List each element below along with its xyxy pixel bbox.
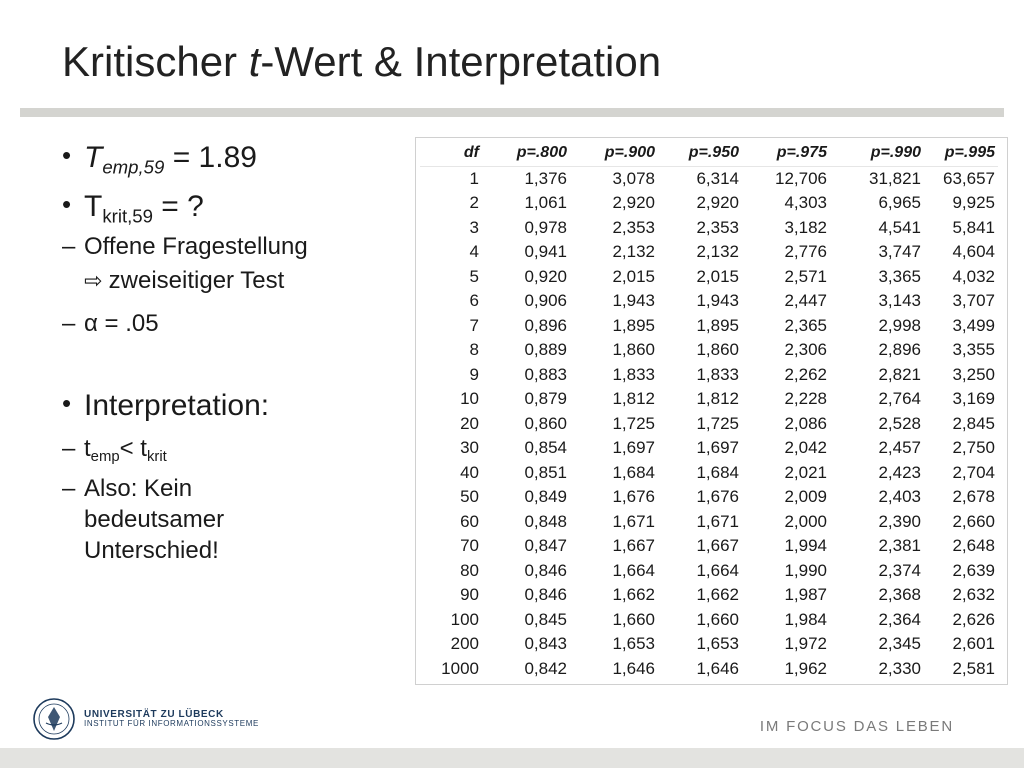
critical-value-cell: 1,646 xyxy=(658,657,742,682)
table-row xyxy=(420,461,998,486)
critical-value-cell: 2,330 xyxy=(830,657,924,682)
df-cell: 100 xyxy=(420,608,482,633)
critical-value-cell: 0,847 xyxy=(482,534,570,559)
df-cell: 200 xyxy=(420,632,482,657)
critical-value-cell: 1,653 xyxy=(570,632,658,657)
dash-marker: – xyxy=(62,474,76,502)
critical-value-cell: 2,821 xyxy=(830,363,924,388)
sub4-line2: bedeutsamer xyxy=(84,505,225,533)
table-row xyxy=(420,608,998,633)
table-row xyxy=(420,216,998,241)
table-row xyxy=(420,289,998,314)
critical-value-cell: 1,697 xyxy=(570,436,658,461)
critical-value-cell: 3,169 xyxy=(924,387,998,412)
critical-value-cell: 2,704 xyxy=(924,461,998,486)
tkrit-lower-sub: krit xyxy=(146,449,167,466)
bullet-dot: • xyxy=(62,140,72,170)
critical-value-cell: 1,662 xyxy=(658,583,742,608)
critical-value-cell: 2,228 xyxy=(742,387,830,412)
critical-value-cell: 31,821 xyxy=(830,166,924,191)
critical-value-cell: 2,920 xyxy=(570,191,658,216)
critical-value-cell: 6,965 xyxy=(830,191,924,216)
critical-value-cell: 2,042 xyxy=(742,436,830,461)
df-cell: 7 xyxy=(420,314,482,339)
critical-value-cell: 2,345 xyxy=(830,632,924,657)
critical-value-cell: 2,648 xyxy=(924,534,998,559)
critical-value-cell: 1,676 xyxy=(658,485,742,510)
critical-value-cell: 1,943 xyxy=(570,289,658,314)
critical-value-cell: 3,747 xyxy=(830,240,924,265)
critical-value-cell: 3,499 xyxy=(924,314,998,339)
critical-value-cell: 2,009 xyxy=(742,485,830,510)
critical-value-cell: 3,143 xyxy=(830,289,924,314)
column-header: p=.900 xyxy=(570,141,658,166)
critical-value-cell: 0,896 xyxy=(482,314,570,339)
critical-value-cell: 3,355 xyxy=(924,338,998,363)
critical-value-cell: 3,078 xyxy=(570,166,658,191)
critical-value-cell: 2,447 xyxy=(742,289,830,314)
critical-value-cell: 63,657 xyxy=(924,166,998,191)
column-header: df xyxy=(420,141,482,166)
df-cell: 40 xyxy=(420,461,482,486)
university-name: UNIVERSITÄT ZU LÜBECK xyxy=(84,709,224,721)
table-row xyxy=(420,559,998,584)
df-cell: 20 xyxy=(420,412,482,437)
critical-value-cell: 12,706 xyxy=(742,166,830,191)
critical-value-cell: 2,581 xyxy=(924,657,998,682)
title-prefix: Kritischer xyxy=(62,38,249,85)
temp-symbol: T xyxy=(84,141,103,174)
subbullet-conclusion xyxy=(18,473,412,567)
critical-value-cell: 2,390 xyxy=(830,510,924,535)
critical-value-cell: 1,812 xyxy=(570,387,658,412)
institute-name: INSTITUT FÜR INFORMATIONSSYSTEME xyxy=(84,719,259,729)
critical-value-cell: 2,368 xyxy=(830,583,924,608)
critical-value-cell: 1,895 xyxy=(570,314,658,339)
critical-value-cell: 1,833 xyxy=(658,363,742,388)
critical-value-cell: 0,846 xyxy=(482,559,570,584)
df-cell: 5 xyxy=(420,265,482,290)
critical-value-cell: 1,943 xyxy=(658,289,742,314)
t-distribution-table-panel xyxy=(415,137,1008,685)
critical-value-cell: 1,653 xyxy=(658,632,742,657)
critical-value-cell: 1,725 xyxy=(658,412,742,437)
table-row xyxy=(420,265,998,290)
temp-value: = 1.89 xyxy=(164,141,257,174)
bullet-temp xyxy=(62,140,412,179)
hollow-right-arrow-icon: ⇨ xyxy=(84,268,103,294)
critical-value-cell: 2,571 xyxy=(742,265,830,290)
df-cell: 90 xyxy=(420,583,482,608)
dash-marker: – xyxy=(62,232,76,260)
critical-value-cell: 1,895 xyxy=(658,314,742,339)
critical-value-cell: 0,920 xyxy=(482,265,570,290)
footer-motto: IM FOCUS DAS LEBEN xyxy=(759,718,954,735)
critical-value-cell: 2,528 xyxy=(830,412,924,437)
critical-value-cell: 1,667 xyxy=(570,534,658,559)
critical-value-cell: 2,132 xyxy=(658,240,742,265)
df-cell: 2 xyxy=(420,191,482,216)
subbullet-comparison xyxy=(18,432,412,469)
table-row xyxy=(420,387,998,412)
df-cell: 1000 xyxy=(420,657,482,682)
critical-value-cell: 0,889 xyxy=(482,338,570,363)
subbullet-fragestellung xyxy=(18,230,412,300)
critical-value-cell: 1,684 xyxy=(658,461,742,486)
dash-marker: – xyxy=(62,435,76,463)
critical-value-cell: 2,403 xyxy=(830,485,924,510)
critical-value-cell: 0,978 xyxy=(482,216,570,241)
column-header: p=.990 xyxy=(830,141,924,166)
critical-value-cell: 1,860 xyxy=(658,338,742,363)
critical-value-cell: 2,998 xyxy=(830,314,924,339)
critical-value-cell: 0,848 xyxy=(482,510,570,535)
critical-value-cell: 1,660 xyxy=(570,608,658,633)
title-suffix: -Wert & Interpretation xyxy=(260,38,662,85)
critical-value-cell: 2,776 xyxy=(742,240,830,265)
df-cell: 6 xyxy=(420,289,482,314)
column-header: p=.800 xyxy=(482,141,570,166)
table-row xyxy=(420,534,998,559)
table-row xyxy=(420,240,998,265)
df-cell: 10 xyxy=(420,387,482,412)
df-cell: 3 xyxy=(420,216,482,241)
df-cell: 1 xyxy=(420,166,482,191)
critical-value-cell: 0,941 xyxy=(482,240,570,265)
critical-value-cell: 2,365 xyxy=(742,314,830,339)
df-cell: 9 xyxy=(420,363,482,388)
critical-value-cell: 2,896 xyxy=(830,338,924,363)
bullet-interpretation xyxy=(62,388,412,424)
critical-value-cell: 2,626 xyxy=(924,608,998,633)
table-row xyxy=(420,485,998,510)
critical-value-cell: 6,314 xyxy=(658,166,742,191)
critical-value-cell: 2,750 xyxy=(924,436,998,461)
critical-value-cell: 1,664 xyxy=(570,559,658,584)
df-cell: 50 xyxy=(420,485,482,510)
bullet-dot: • xyxy=(62,388,72,419)
critical-value-cell: 1,646 xyxy=(570,657,658,682)
sub4-line3: Unterschied! xyxy=(84,537,219,565)
table-row xyxy=(420,632,998,657)
table-row xyxy=(420,166,998,191)
column-header: p=.995 xyxy=(924,141,998,166)
critical-value-cell: 1,725 xyxy=(570,412,658,437)
tkrit-value: = ? xyxy=(152,189,204,223)
critical-value-cell: 2,457 xyxy=(830,436,924,461)
critical-value-cell: 2,423 xyxy=(830,461,924,486)
comparison-mid: < t xyxy=(119,435,147,463)
critical-value-cell: 2,381 xyxy=(830,534,924,559)
critical-value-cell: 3,365 xyxy=(830,265,924,290)
critical-value-cell: 1,061 xyxy=(482,191,570,216)
t-distribution-table xyxy=(420,141,998,681)
critical-value-cell: 2,845 xyxy=(924,412,998,437)
critical-value-cell: 2,374 xyxy=(830,559,924,584)
footer-band xyxy=(0,748,1024,768)
critical-value-cell: 3,707 xyxy=(924,289,998,314)
critical-value-cell: 1,990 xyxy=(742,559,830,584)
critical-value-cell: 4,604 xyxy=(924,240,998,265)
df-cell: 4 xyxy=(420,240,482,265)
table-row xyxy=(420,510,998,535)
critical-value-cell: 0,843 xyxy=(482,632,570,657)
table-header-row xyxy=(420,141,998,166)
title-divider xyxy=(20,108,1004,117)
university-logo xyxy=(32,697,259,741)
critical-value-cell: 1,987 xyxy=(742,583,830,608)
critical-value-cell: 2,015 xyxy=(570,265,658,290)
critical-value-cell: 2,086 xyxy=(742,412,830,437)
critical-value-cell: 1,667 xyxy=(658,534,742,559)
table-row xyxy=(420,191,998,216)
critical-value-cell: 1,376 xyxy=(482,166,570,191)
critical-value-cell: 2,015 xyxy=(658,265,742,290)
critical-value-cell: 1,962 xyxy=(742,657,830,682)
table-row xyxy=(420,583,998,608)
tkrit-symbol: T xyxy=(84,189,103,223)
critical-value-cell: 1,860 xyxy=(570,338,658,363)
table-row xyxy=(420,314,998,339)
temp-lower-sub: emp xyxy=(90,449,120,466)
table-row xyxy=(420,363,998,388)
critical-value-cell: 1,671 xyxy=(658,510,742,535)
critical-value-cell: 0,879 xyxy=(482,387,570,412)
table-row xyxy=(420,412,998,437)
critical-value-cell: 0,851 xyxy=(482,461,570,486)
critical-value-cell: 0,849 xyxy=(482,485,570,510)
critical-value-cell: 2,639 xyxy=(924,559,998,584)
dash-marker: – xyxy=(62,310,76,338)
critical-value-cell: 0,860 xyxy=(482,412,570,437)
critical-value-cell: 4,303 xyxy=(742,191,830,216)
critical-value-cell: 0,842 xyxy=(482,657,570,682)
critical-value-cell: 4,541 xyxy=(830,216,924,241)
table-body xyxy=(420,166,998,681)
critical-value-cell: 1,671 xyxy=(570,510,658,535)
sub1-line1: Offene Fragestellung xyxy=(84,232,308,260)
critical-value-cell: 2,021 xyxy=(742,461,830,486)
subbullet-alpha xyxy=(18,307,412,342)
critical-value-cell: 2,920 xyxy=(658,191,742,216)
df-cell: 80 xyxy=(420,559,482,584)
critical-value-cell: 2,364 xyxy=(830,608,924,633)
df-cell: 70 xyxy=(420,534,482,559)
critical-value-cell: 1,697 xyxy=(658,436,742,461)
critical-value-cell: 2,353 xyxy=(658,216,742,241)
critical-value-cell: 1,684 xyxy=(570,461,658,486)
bullet-list xyxy=(62,140,412,566)
critical-value-cell: 2,306 xyxy=(742,338,830,363)
critical-value-cell: 4,032 xyxy=(924,265,998,290)
table-row xyxy=(420,338,998,363)
critical-value-cell: 3,182 xyxy=(742,216,830,241)
critical-value-cell: 1,994 xyxy=(742,534,830,559)
critical-value-cell: 0,906 xyxy=(482,289,570,314)
critical-value-cell: 1,676 xyxy=(570,485,658,510)
critical-value-cell: 0,845 xyxy=(482,608,570,633)
sub1-line2: zweiseitiger Test xyxy=(108,267,285,295)
critical-value-cell: 1,972 xyxy=(742,632,830,657)
critical-value-cell: 2,132 xyxy=(570,240,658,265)
critical-value-cell: 2,660 xyxy=(924,510,998,535)
critical-value-cell: 3,250 xyxy=(924,363,998,388)
title-italic-t: t xyxy=(248,38,261,85)
critical-value-cell: 2,764 xyxy=(830,387,924,412)
critical-value-cell: 0,883 xyxy=(482,363,570,388)
column-header: p=.950 xyxy=(658,141,742,166)
temp-subscript: emp,59 xyxy=(102,156,165,178)
critical-value-cell: 0,854 xyxy=(482,436,570,461)
bullet-dot: • xyxy=(62,188,72,219)
df-cell: 60 xyxy=(420,510,482,535)
temp-lower: t xyxy=(84,435,91,463)
table-row xyxy=(420,436,998,461)
critical-value-cell: 2,262 xyxy=(742,363,830,388)
critical-value-cell: 9,925 xyxy=(924,191,998,216)
critical-value-cell: 2,000 xyxy=(742,510,830,535)
interp-text: Interpretation: xyxy=(84,389,270,423)
slide-title xyxy=(62,38,661,86)
critical-value-cell: 1,833 xyxy=(570,363,658,388)
critical-value-cell: 2,632 xyxy=(924,583,998,608)
critical-value-cell: 1,984 xyxy=(742,608,830,633)
critical-value-cell: 1,662 xyxy=(570,583,658,608)
critical-value-cell: 1,660 xyxy=(658,608,742,633)
column-header: p=.975 xyxy=(742,141,830,166)
critical-value-cell: 1,664 xyxy=(658,559,742,584)
sub2-text: α = .05 xyxy=(84,310,159,338)
critical-value-cell: 1,812 xyxy=(658,387,742,412)
critical-value-cell: 2,678 xyxy=(924,485,998,510)
university-seal-icon xyxy=(32,697,76,741)
bullet-tkrit xyxy=(62,189,412,228)
critical-value-cell: 2,601 xyxy=(924,632,998,657)
df-cell: 30 xyxy=(420,436,482,461)
critical-value-cell: 0,846 xyxy=(482,583,570,608)
critical-value-cell: 5,841 xyxy=(924,216,998,241)
df-cell: 8 xyxy=(420,338,482,363)
critical-value-cell: 2,353 xyxy=(570,216,658,241)
table-row xyxy=(420,657,998,682)
tkrit-subscript: krit,59 xyxy=(102,205,153,227)
sub4-line1: Also: Kein xyxy=(84,474,193,502)
